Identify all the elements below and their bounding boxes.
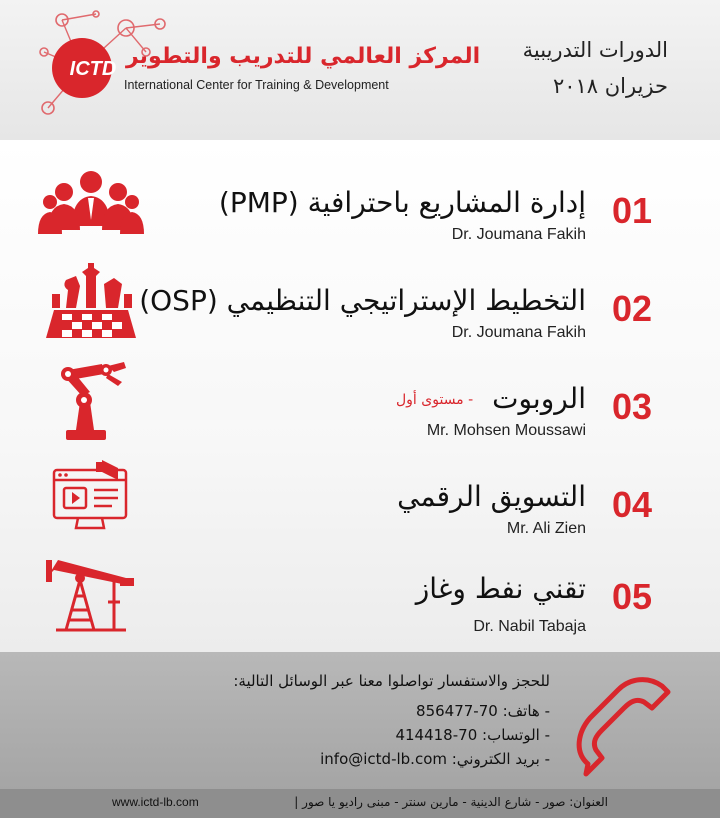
course-number: 04 — [612, 484, 653, 525]
course-title-text: التسويق الرقمي — [397, 480, 586, 513]
digital-marketing-icon — [36, 458, 146, 538]
course-item — [0, 456, 720, 554]
contact-phone[interactable]: - هاتف: 70-856477 — [416, 702, 550, 720]
course-item — [0, 358, 720, 456]
course-title-text: الروبوت — [492, 382, 586, 415]
team-icon — [36, 168, 146, 248]
footer-website-link[interactable]: www.ictd-lb.com — [112, 795, 199, 809]
contact-email[interactable]: - بريد الكتروني: info@ictd-lb.com — [320, 750, 550, 768]
course-item — [0, 552, 720, 650]
phone-icon — [566, 672, 676, 782]
course-title — [219, 186, 586, 219]
course-title — [396, 382, 586, 415]
course-instructor: Dr. Joumana Fakih — [451, 226, 586, 243]
chess-icon — [36, 260, 146, 340]
course-instructor: Dr. Joumana Fakih — [451, 324, 586, 341]
course-title-text: التخطيط الإستراتيجي التنظيمي (OSP) — [139, 284, 586, 317]
logo-mark-text: ICTD — [69, 58, 117, 80]
contact-intro: للحجز والاستفسار تواصلوا معنا عبر الوسائل التالية: — [233, 672, 550, 690]
course-item — [0, 260, 720, 358]
course-instructor: Mr. Mohsen Moussawi — [426, 422, 586, 439]
footer — [0, 789, 720, 818]
oil-pump-icon — [36, 552, 146, 632]
course-number: 03 — [612, 386, 653, 427]
course-number: 02 — [612, 288, 653, 329]
brand-name-ar: المركز العالمي للتدريب والتطوير — [126, 44, 481, 69]
brand-name-en: International Center for Training & Development — [124, 78, 389, 92]
footer-address: العنوان: صور - شارع الدينية - مارين سنتر - مبنى راديو يا صور | — [294, 795, 608, 809]
course-list — [0, 140, 720, 652]
course-number: 05 — [612, 576, 653, 617]
course-item — [0, 162, 720, 260]
contact-section — [0, 652, 720, 789]
course-title — [416, 572, 586, 605]
course-instructor: Dr. Nabil Tabaja — [473, 618, 586, 635]
course-title-text: إدارة المشاريع باحترافية (PMP) — [218, 186, 586, 219]
course-instructor: Mr. Ali Zien — [506, 520, 586, 537]
page-title: الدورات التدريبية — [522, 38, 668, 62]
course-title-text: تقني نفط وغاز — [415, 572, 586, 605]
course-title — [139, 284, 586, 317]
contact-whatsapp[interactable]: - الوتساب: 70-414418 — [395, 726, 550, 744]
course-number: 01 — [612, 190, 653, 231]
course-title — [397, 480, 586, 513]
header — [0, 0, 720, 140]
course-level-tag: - مستوى أول — [396, 392, 474, 408]
page-date: حزيران ٢٠١٨ — [552, 74, 668, 98]
robot-arm-icon — [36, 362, 146, 442]
